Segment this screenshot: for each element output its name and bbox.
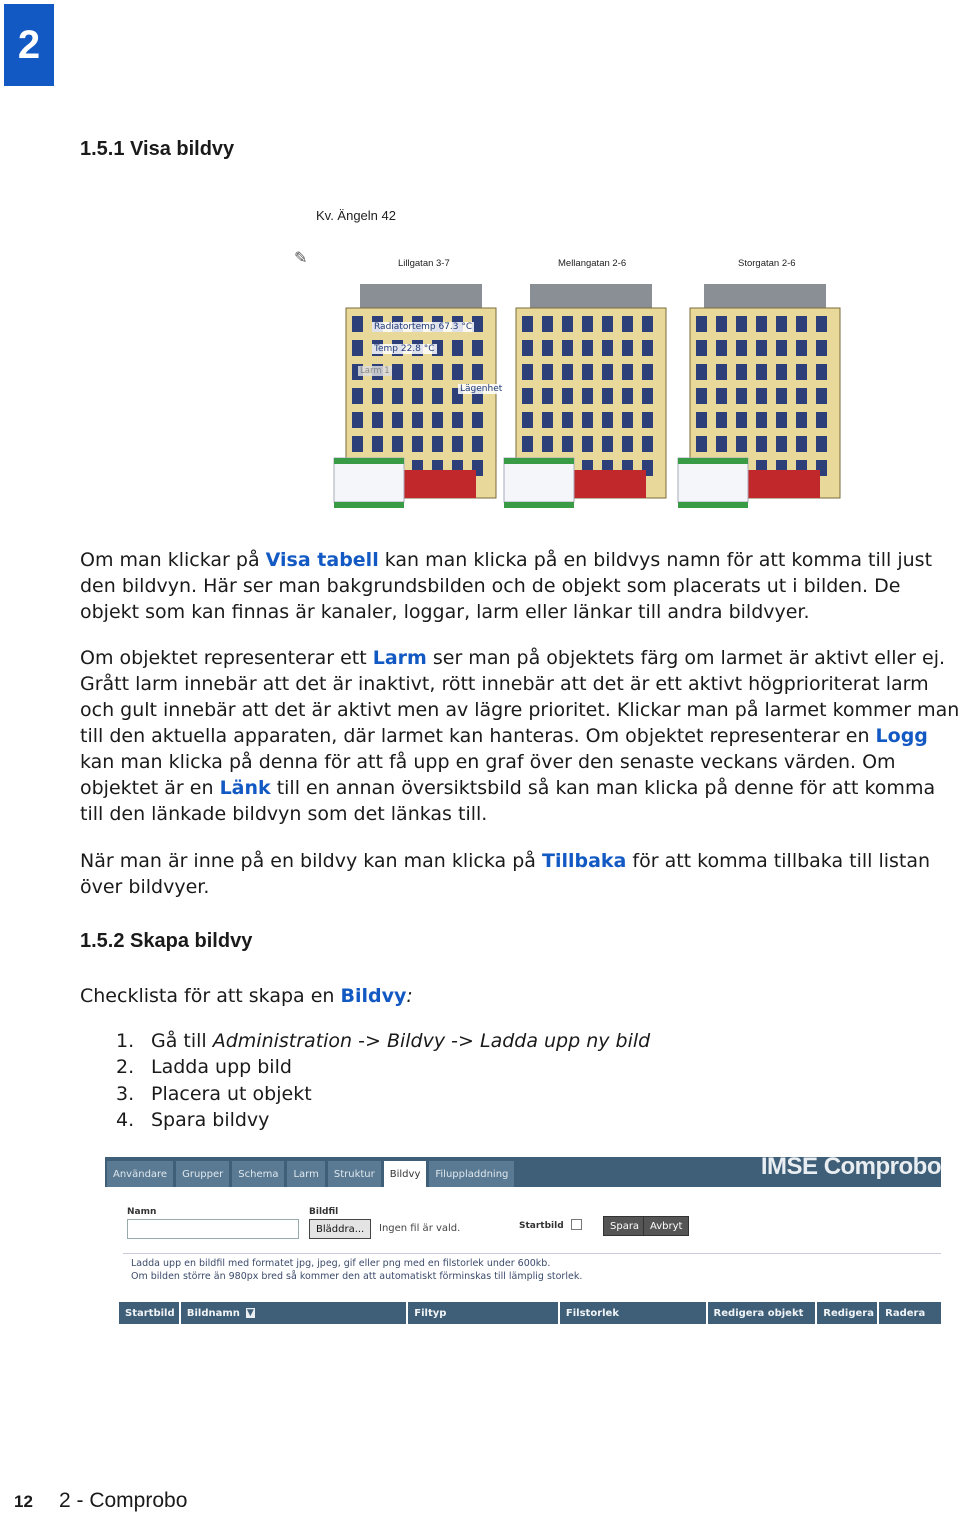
building-window: [452, 412, 463, 428]
building-window: [582, 364, 593, 380]
tab-struktur[interactable]: Struktur: [328, 1161, 381, 1187]
building-window: [562, 364, 573, 380]
building-window: [542, 388, 553, 404]
building-window: [522, 412, 533, 428]
building-window: [756, 388, 767, 404]
upload-info: [123, 1253, 941, 1290]
bildvy-admin-screenshot: [105, 1157, 941, 1335]
building-info-tag: [678, 502, 748, 508]
building-window: [452, 340, 463, 356]
ui-tab-bar: [107, 1161, 514, 1187]
paragraph-visa-tabell: Om man klickar på Visa tabell kan man klicka på en bildvys namn för att komma till just den bildvyn. Här ser man bakgrundsbilden och de objekt som placerats ut i bilden. De objekt som kan finnas är kanaler, loggar, larm eller länkar till andra bildvyer.: [80, 549, 933, 623]
building-window: [412, 436, 423, 452]
col-redigera[interactable]: Redigera: [817, 1302, 877, 1324]
building-window: [452, 436, 463, 452]
building-window: [756, 340, 767, 356]
cancel-button[interactable]: Avbryt: [643, 1216, 689, 1236]
building-window: [816, 316, 827, 332]
building-window: [642, 316, 653, 332]
building-window: [796, 316, 807, 332]
building-window: [642, 388, 653, 404]
ui-topbar: [105, 1157, 941, 1187]
sort-down-icon[interactable]: ▼: [246, 1308, 254, 1318]
no-file-text: Ingen fil är vald.: [379, 1223, 461, 1234]
building-window: [776, 436, 787, 452]
building-window: [602, 436, 613, 452]
col-startbild[interactable]: Startbild: [119, 1302, 179, 1324]
building-window: [736, 316, 747, 332]
chapter-badge: 2: [4, 4, 54, 86]
building-window: [352, 412, 363, 428]
building-window: [392, 388, 403, 404]
startbild-checkbox[interactable]: [571, 1219, 582, 1230]
building-window: [736, 388, 747, 404]
building-label-0[interactable]: Lillgatan 3-7: [398, 258, 450, 269]
building-window: [352, 340, 363, 356]
building-window: [716, 364, 727, 380]
building-window: [432, 388, 443, 404]
building-info-panel: [504, 458, 574, 502]
building-window: [816, 412, 827, 428]
checklist-item: 1. Gå till Administration -> Bildvy -> Ladda upp ny bild: [116, 1030, 651, 1052]
building-window: [696, 340, 707, 356]
col-redigera-objekt[interactable]: Redigera objekt: [708, 1302, 816, 1324]
col-filstorlek[interactable]: Filstorlek: [560, 1302, 706, 1324]
checklist-item: 3. Placera ut objekt: [116, 1082, 312, 1105]
building-window: [542, 412, 553, 428]
building-window: [542, 436, 553, 452]
building-window: [352, 388, 363, 404]
building-window: [602, 412, 613, 428]
name-input[interactable]: [127, 1219, 299, 1239]
building-window: [522, 316, 533, 332]
building-window: [352, 316, 363, 332]
footer-title: 2 - Comprobo: [59, 1489, 188, 1512]
building-roof: [360, 284, 482, 310]
building-window: [816, 364, 827, 380]
keyword-logg: Logg: [875, 725, 928, 747]
building-window: [642, 340, 653, 356]
col-radera[interactable]: Radera: [879, 1302, 941, 1324]
tab-bildvy[interactable]: Bildvy: [384, 1161, 427, 1187]
building-info-tag: [334, 458, 404, 464]
building-window: [602, 316, 613, 332]
building-window: [642, 412, 653, 428]
building-window: [542, 364, 553, 380]
figure-title: Kv. Ängeln 42: [316, 208, 396, 223]
building-window: [542, 340, 553, 356]
building-window: [696, 436, 707, 452]
building-roof: [530, 284, 652, 310]
building-window: [562, 340, 573, 356]
building-info-tag: [334, 502, 404, 508]
building-window: [472, 364, 483, 380]
building-info-tag: [504, 502, 574, 508]
file-label: Bildfil: [309, 1207, 339, 1217]
building-window: [372, 388, 383, 404]
building-window: [542, 316, 553, 332]
building-window: [756, 436, 767, 452]
building-window: [562, 436, 573, 452]
building-window: [622, 364, 633, 380]
building-window: [756, 364, 767, 380]
building-window: [472, 412, 483, 428]
building-window: [756, 412, 767, 428]
building-window: [816, 340, 827, 356]
building-window: [716, 340, 727, 356]
keyword-visa-tabell: Visa tabell: [265, 549, 379, 571]
building-window: [582, 340, 593, 356]
building-window: [392, 412, 403, 428]
building-roof: [704, 284, 826, 310]
building-window: [602, 364, 613, 380]
building-window: [642, 364, 653, 380]
building-window: [622, 388, 633, 404]
building-window: [696, 412, 707, 428]
ui-logo: IMSE Comprobo: [760, 1157, 941, 1180]
paragraph-tillbaka: När man är inne på en bildvy kan man klicka på Tillbaka för att komma tillbaka till listan över bildvyer.: [80, 850, 931, 898]
building-window: [642, 436, 653, 452]
building-window: [412, 364, 423, 380]
building-window: [562, 388, 573, 404]
building-info-tag: [678, 458, 748, 464]
building-window: [696, 364, 707, 380]
building-window: [716, 316, 727, 332]
tab-grupper[interactable]: Grupper: [176, 1161, 229, 1187]
building-window: [352, 436, 363, 452]
building-window: [756, 316, 767, 332]
building-window: [412, 412, 423, 428]
overlay-larm[interactable]: Larm 1: [360, 366, 390, 376]
bildvy-table-header: [119, 1302, 941, 1324]
building-window: [582, 412, 593, 428]
checklist-item: 2. Ladda upp bild: [116, 1056, 292, 1079]
building-window: [796, 364, 807, 380]
building-window: [816, 388, 827, 404]
building-window: [582, 388, 593, 404]
section-heading-skapa-bildvy: 1.5.2 Skapa bildvy: [80, 930, 253, 952]
building-window: [716, 388, 727, 404]
building-window: [432, 364, 443, 380]
building-window: [412, 388, 423, 404]
building-window: [452, 364, 463, 380]
building-window: [562, 412, 573, 428]
tab-schema[interactable]: Schema: [232, 1161, 284, 1187]
building-window: [796, 340, 807, 356]
info-line-2: Om bilden större än 980px bred så kommer den att automatiskt förminskas till lämplig storlek.: [131, 1271, 583, 1282]
tab-filuppladdning[interactable]: Filuppladdning: [429, 1161, 514, 1187]
building-info-tag: [504, 458, 574, 464]
building-window: [522, 364, 533, 380]
checklist-item: 4. Spara bildvy: [116, 1108, 270, 1131]
building-window: [736, 412, 747, 428]
tab-anvandare[interactable]: Användare: [107, 1161, 173, 1187]
keyword-larm: Larm: [372, 647, 427, 669]
building-window: [716, 436, 727, 452]
figure-tool-icon: ✎: [294, 248, 308, 267]
building-window: [696, 388, 707, 404]
keyword-bildvy: Bildvy: [340, 985, 407, 1007]
overlay-temp[interactable]: Temp 22.8 °C: [374, 344, 435, 354]
keyword-lank: Länk: [219, 777, 271, 799]
startbild-label: Startbild: [519, 1221, 564, 1231]
info-line-1: Ladda upp en bildfil med formatet jpg, jpeg, gif eller png med en filstorlek under 600kb.: [131, 1258, 551, 1269]
building-window: [622, 412, 633, 428]
buildings-svg: [290, 200, 850, 520]
section-heading-visa-bildvy: 1.5.1 Visa bildvy: [80, 138, 235, 160]
building-window: [392, 436, 403, 452]
building-window: [582, 316, 593, 332]
building-window: [776, 316, 787, 332]
col-bildnamn[interactable]: Bildnamn ▼: [181, 1302, 406, 1324]
tab-larm[interactable]: Larm: [287, 1161, 324, 1187]
overlay-lagenhet[interactable]: Lägenhet: [460, 384, 503, 394]
building-label-2[interactable]: Storgatan 2-6: [738, 258, 796, 269]
building-window: [736, 436, 747, 452]
building-window: [602, 388, 613, 404]
building-window: [776, 364, 787, 380]
checklist-intro: Checklista för att skapa en Bildvy:: [80, 985, 413, 1007]
building-window: [796, 388, 807, 404]
building-window: [372, 436, 383, 452]
building-window: [392, 364, 403, 380]
keyword-tillbaka: Tillbaka: [541, 850, 627, 872]
building-window: [736, 340, 747, 356]
paragraph-larm: Om objektet representerar ett Larm ser man på objektets färg om larmet är aktivt eller ej. Grått larm innebär att det är inaktivt, rött innebär att det är ett aktivt högprioriterat larm och gult innebär att det är aktivt men av lägre prioritet. Klickar man på larmet kommer man till den aktuella apparaten, där larmet kan hanteras. Om objektet representerar en Logg kan man klicka på denna för att få upp en graf över den senaste veckans värden. Om objektet är en Länk till en annan översiktsbild så kan man klicka på denne för att komma till den länkade bildvyn som det länkas till.: [80, 647, 960, 825]
building-window: [776, 340, 787, 356]
building-window: [522, 340, 533, 356]
building-window: [816, 436, 827, 452]
browse-button[interactable]: Bläddra...: [309, 1219, 371, 1239]
building-window: [522, 388, 533, 404]
building-window: [796, 436, 807, 452]
building-window: [622, 436, 633, 452]
building-info-panel: [334, 458, 404, 502]
building-window: [602, 340, 613, 356]
building-window: [472, 340, 483, 356]
building-window: [796, 412, 807, 428]
col-filtyp[interactable]: Filtyp: [408, 1302, 558, 1324]
building-window: [696, 316, 707, 332]
building-info-panel: [678, 458, 748, 502]
building-figure: [290, 200, 850, 520]
building-window: [522, 436, 533, 452]
save-button[interactable]: Spara: [603, 1216, 646, 1236]
name-label: Namn: [127, 1207, 157, 1217]
overlay-radiatortemp[interactable]: Radiatortemp 67.3 °C: [374, 322, 473, 332]
building-window: [582, 436, 593, 452]
building-window: [622, 316, 633, 332]
building-window: [372, 412, 383, 428]
building-window: [562, 316, 573, 332]
building-window: [622, 340, 633, 356]
building-window: [776, 388, 787, 404]
building-label-1[interactable]: Mellangatan 2-6: [558, 258, 627, 269]
building-window: [736, 364, 747, 380]
building-window: [472, 436, 483, 452]
building-window: [432, 436, 443, 452]
building-window: [432, 412, 443, 428]
building-window: [776, 412, 787, 428]
building-window: [716, 412, 727, 428]
page-number: 12: [14, 1492, 33, 1511]
checklist: [116, 1028, 650, 1133]
